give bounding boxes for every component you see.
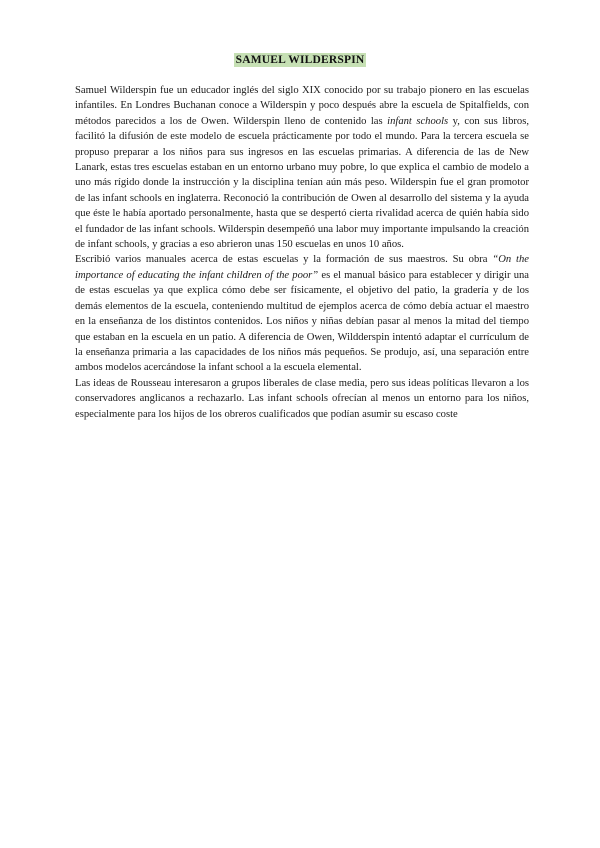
paragraph-2 — [75, 252, 529, 375]
paragraph-2-text-2: es el manual básico para establecer y dirigir una de estas escuelas ya que explica cómo debe ser físicamente, el objetivo del patio, la gradería y de los demás elementos de la escuela, conteniendo multitud de ejemplos acerca de cómo debía actuar el maestro en la enseñanza de los distintos contenidos. Los niños y niñas debían pasar al menos la mitad del tiempo que estaban en la escuela en un patio. A diferencia de Owen, Wildderspin intentó adaptar el currículum de la enseñanza primaria a las capacidades de los niños más pequeños. Se produjo, así, una separación entre ambos modelos acercándose la infant school a la escuela elemental. — [75, 269, 529, 374]
paragraph-2-book-title: “On the importance of educating the infant children of the poor” — [75, 254, 529, 281]
document-body — [75, 83, 529, 422]
document-title: SAMUEL WILDERSPIN — [235, 54, 365, 66]
paragraph-1-text-1: Samuel Wilderspin fue un educador inglés del siglo XIX conocido por su trabajo pionero en las escuelas infantiles. En Londres Buchanan conoce a Wilderspin y poco después abre la escuela de Spitalfields, con métodos parecidos a los de Owen. Wilderspin lleno de contenido las — [75, 85, 529, 127]
paragraph-3 — [75, 376, 529, 422]
paragraph-1 — [75, 83, 529, 252]
paragraph-1-text-2: y, con sus libros, facilitó la difusión de este modelo de escuela prácticamente por todo el mundo. Para la tercera escuela se propuso preparar a los niños para sus ingresos en las escuelas primarias. A diferencia de las de New Lanark, estas tres escuelas estaban en un entorno urbano muy pobre, lo que explica el cambio de modelo a uno más rígido donde la instrucción y la disciplina tenían aún más peso. Wilderspin fue el gran promotor de las infant schools en inglaterra. Reconoció la contribución de Owen al desarrollo del sistema y la ayuda que éste le había aportado personalmente, hasta que se despertó cierta rivalidad acerca de quién había sido el fundador de las infant schools. Wilderspin desempeñó una labor muy importante impulsando la creación de infant schools, y gracias a eso abrieron unas 150 escuelas en unos 10 años. — [75, 115, 529, 251]
paragraph-1-italic-term: infant schools — [387, 115, 449, 127]
paragraph-2-text-1: Escribió varios manuales acerca de estas escuelas y la formación de sus maestros. Su obra — [75, 254, 493, 266]
paragraph-3-text-1: Las ideas de Rousseau interesaron a grupos liberales de clase media, pero sus ideas políticas llevaron a los conservadores anglicanos a rechazarlo. Las infant schools ofrecían al menos un entorno para los niños, especialmente para los hijos de los obreros cualificados que podían asumir su escaso coste — [75, 377, 529, 420]
title-container — [0, 50, 600, 68]
